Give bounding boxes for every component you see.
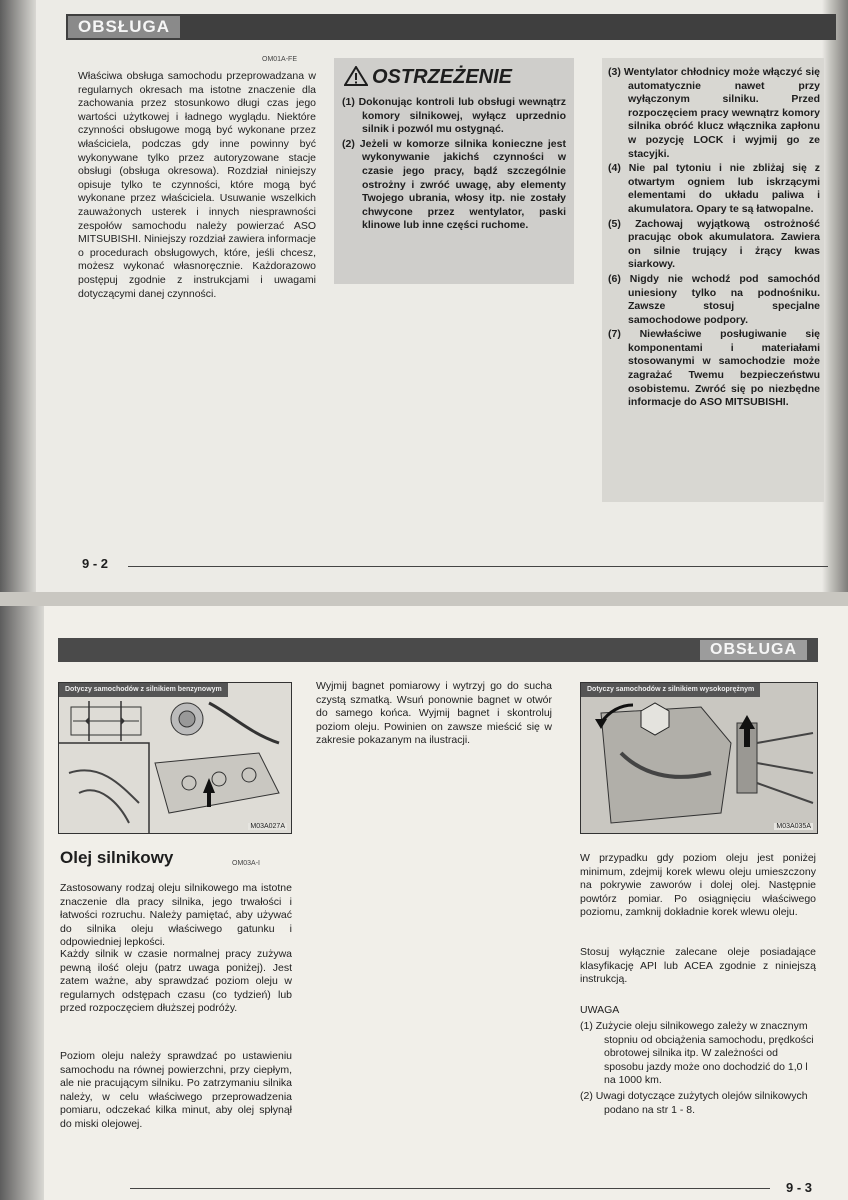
page-edge-shadow (822, 0, 848, 592)
warning-item: (3) Wentylator chłodnicy może włączyć się automatycznie nawet przy wyłączonym silniku. Przed rozpoczęciem pracy wewnątrz komory silnika obróć klucz włącznika zapłonu w pozycję LOCK i wyjmij go ze stacyjki. (608, 66, 820, 160)
bottom-page (0, 606, 848, 1200)
intro-paragraph: Właściwa obsługa samochodu przeprowadzana w regularnych okresach ma istotne znaczenie dla zachowania przez stosunkowo długi czas jego wartości użytkowej i ładnego wyglądu. Niektóre czynności obsługowe mogą być wykonane przez właściciela, podczas gdy inne powinny być wykonywane tylko przez autoryzowane stacje obsługi (obsługa okresowa). Rozdział niniejszy opisuje tylko te czynności, które mogą być wykonane przez właściciela. Usuwanie wszelkich zauważonych usterek i innych niesprawności zespołów samochodu należy powierzać ASO MITSUBISHI. Niniejszy rozdział zawiera informacje o procedurach obsługowych, które, jeśli chcesz, możesz wykonać własnoręcznie. Każdorazowo postępuj zgodnie z instrukcjami i uwagami dotyczącymi danej czynności. (78, 70, 316, 300)
warning-item: (7) Niewłaściwe posługiwanie się komponentami i materiałami stosowanymi w samochodzie może zagrażać Twemu bezpieczeństwu osobistemu. Zwróć się po niezbędne informacje do ASO MITSUBISHI. (608, 328, 820, 409)
figure-petrol-engine (58, 682, 292, 834)
note-item: (2) Uwagi dotyczące zużytych olejów silnikowych podano na str 1 - 8. (580, 1089, 808, 1116)
warning-list (342, 96, 566, 234)
figure-caption: Dotyczy samochodów z silnikiem wysokoprężnym (581, 683, 760, 697)
warning-item: (6) Nigdy nie wchodź pod samochód uniesiony tylko na podnośniku. Zawsze stosuj specjalne samochodowe podpory. (608, 272, 820, 326)
oil-refill-paragraph: W przypadku gdy poziom oleju jest poniżej minimum, zdejmij korek wlewu oleju umieszczony na pokrywie zaworów i dolej olej. Następnie powtórz pomiar. Po osiągnięciu właściwego poziomu, zamknij dokładnie korek wlewu oleju. (580, 852, 816, 919)
section-title: OBSŁUGA (700, 640, 807, 660)
warning-triangle-icon (344, 66, 368, 86)
footer-rule (128, 566, 828, 567)
section-header-band (66, 14, 836, 40)
dipstick-paragraph: Wyjmij bagnet pomiarowy i wytrzyj go do sucha czystą szmatką. Wsuń ponownie bagnet w otwór do samego końca. Wyjmij bagnet i skontroluj poziom oleju. Powinien on zawsze mieścić się w zakresie pokazanym na ilustracji. (316, 680, 552, 747)
figure-code: M03A027A (250, 823, 285, 830)
engine-oil-dipstick-illustration (59, 683, 291, 833)
page-spine-shadow (0, 0, 36, 592)
figure-diesel-engine (580, 682, 818, 834)
warning-box (334, 58, 574, 284)
warning-item: (1) Dokonując kontroli lub obsługi wewnątrz komory silnikowej, wyłącz uprzednio silnik i pozwól mu ostygnąć. (342, 96, 566, 136)
figure-code: M03A035A (776, 823, 811, 830)
page-number: 9 - 2 (82, 556, 109, 571)
oil-paragraph-2: Każdy silnik w czasie normalnej pracy zużywa pewną ilość oleju (patrz uwaga poniżej). Jest zatem ważne, aby sprawdzać poziom oleju w regularnych odstępach czasu (co tydzień) lub przed rozpoczęciem dłuższej podróży. (60, 948, 292, 1015)
note-list (580, 1020, 816, 1119)
diesel-engine-illustration (581, 683, 817, 833)
oil-grade-paragraph: Stosuj wyłącznie zalecane oleje posiadające klasyfikację API lub ACEA zgodnie z niniejszą instrukcją. (580, 946, 816, 986)
warning-list-continued (602, 58, 824, 410)
figure-caption: Dotyczy samochodów z silnikiem benzynowym (59, 683, 228, 697)
section-heading: Olej silnikowy (60, 848, 174, 867)
warning-title-text: OSTRZEŻENIE (372, 66, 513, 88)
heading-code: OM03A-I (232, 860, 261, 867)
warning-item: (5) Zachowaj wyjątkową ostrożność pracując obok akumulatora. Zawiera on silnie trujący i żrący kwas siarkowy. (608, 217, 820, 271)
warning-item: (2) Jeżeli w komorze silnika konieczne jest wykonywanie jakichś czynności w czasie jego pracy, bądź szczególnie ostrożny i zwróć uwagę, aby elementy Twojego ubrania, włosy itp. nie zostały chwycone przez wentylator, paski klinowe lub inne części ruchome. (342, 137, 566, 232)
oil-paragraph-1: Zastosowany rodzaj oleju silnikowego ma istotne znaczenie dla pracy silnika, jego trwałości i łatwości rozruchu. Należy pamiętać, aby używać do silnika oleju właściwego gatunku i odpowiedniej lepkości. (60, 882, 292, 949)
top-page (0, 0, 848, 592)
section-title: OBSŁUGA (68, 16, 180, 38)
page-gap (0, 592, 848, 606)
note-title: UWAGA (580, 1004, 620, 1016)
warning-continuation (602, 58, 824, 502)
warning-title (344, 66, 512, 89)
page-spine-shadow (0, 606, 44, 1200)
note-item: (1) Zużycie oleju silnikowego zależy w znacznym stopniu od obciążenia samochodu, prędkości obrotowej silnika itp. W zależności od sposobu jazdy może ono dochodzić do 1,0 l na 1000 km. (580, 1020, 814, 1087)
section-code: OM01A-FE (262, 56, 298, 63)
oil-paragraph-3: Poziom oleju należy sprawdzać po ustawieniu samochodu na równej powierzchni, przy ciepłym, ale nie pracującym silniku. Po zatrzymaniu silnika należy, w celu właściwego przeprowadzenia pomiaru, odczekać kilka minut, aby olej spłynął do miski olejowej. (60, 1050, 292, 1130)
page-number: 9 - 3 (786, 1180, 813, 1195)
warning-item: (4) Nie pal tytoniu i nie zbliżaj się z otwartym ogniem lub iskrzącymi elementami do układu paliwa i akumulatora. Opary te są łatwopalne. (608, 162, 820, 215)
footer-rule (130, 1188, 770, 1189)
